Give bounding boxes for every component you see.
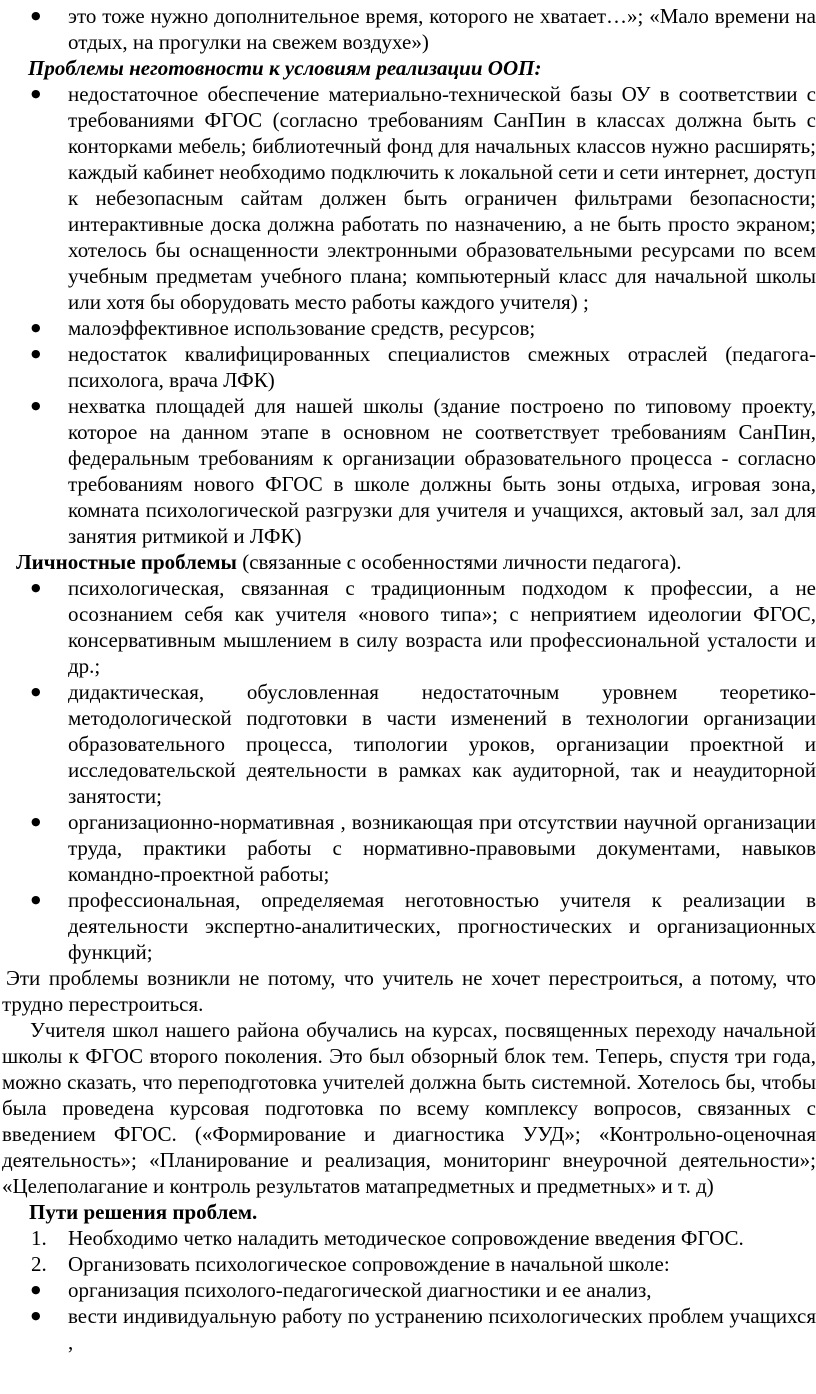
bullet-list-personal [2, 575, 816, 965]
list-item-text: организация психолого-педагогической диагностики и ее анализ, [68, 1278, 652, 1302]
numbered-list [2, 1225, 816, 1277]
heading-personal-title: Личностные проблемы [16, 550, 237, 574]
list-item-text: вести индивидуальную работу по устранению психологических проблем учащихся , [68, 1304, 816, 1354]
list-item-text: психологическая, связанная с традиционным подходом к профессии, а не осознанием себя как учителя «нового типа»; с неприятием идеологии ФГОС, консервативным мышлением в силу возраста или профессиональной усталости и др.; [68, 576, 816, 678]
list-item [2, 809, 816, 887]
bullet-list-bottom [2, 1277, 816, 1355]
bullet-icon: ● [31, 1283, 41, 1296]
heading-solutions: Пути решения проблем. [29, 1200, 258, 1224]
item-number: 2. [31, 1252, 47, 1276]
numbered-item-text: Организовать психологическое сопровождение в начальной школе: [68, 1252, 670, 1276]
heading-unreadiness: Проблемы неготовности к условиям реализации ООП: [28, 56, 542, 80]
heading-personal-note: (связанные с особенностями личности педагога). [236, 550, 682, 574]
list-item-text: организационно-нормативная , возникающая при отсутствии научной организации труда, практики работы с нормативно-правовыми документами, навыков командно-проектной работы; [68, 810, 816, 886]
list-item [2, 679, 816, 809]
bullet-icon: ● [31, 581, 41, 594]
bullet-icon: ● [31, 9, 41, 22]
list-item-text: малоэффективное использование средств, ресурсов; [68, 316, 536, 340]
bullet-list-unreadiness [2, 81, 816, 549]
list-item-text: это тоже нужно дополнительное время, которого не хватает…»; «Мало времени на отдых, на прогулки на свежем воздухе») [68, 4, 816, 54]
bullet-list-top [2, 3, 816, 55]
bullet-icon: ● [31, 321, 41, 334]
list-item [2, 315, 816, 341]
heading-personal [2, 549, 816, 575]
numbered-item-text: Необходимо четко наладить методическое сопровождение введения ФГОС. [68, 1226, 744, 1250]
list-item [2, 393, 816, 549]
list-item [2, 887, 816, 965]
paragraph-training: Учителя школ нашего района обучались на курсах, посвященных переходу начальной школы к ФГОС второго поколения. Это был обзорный блок тем. Теперь, спустя три года, можно сказать, что переподготовка учителей должна быть системной. Хотелось бы, чтобы была проведена курсовая подготовка по всему комплексу вопросов, связанных с введением ФГОС. («Формирование и диагностика УУД»; «Контрольно-оценочная деятельность»; «Планирование и реализация, мониторинг внеурочной деятельности»; «Целеполагание и контроль результатов матапредметных и предметных» и т. д) [2, 1018, 816, 1198]
bullet-icon: ● [31, 893, 41, 906]
paragraph-reasons: Эти проблемы возникли не потому, что учитель не хочет перестроиться, а потому, что трудно перестроиться. [2, 966, 816, 1016]
list-item [2, 575, 816, 679]
list-item-text: недостаток квалифицированных специалистов смежных отраслей (педагога-психолога, врача ЛФК) [68, 342, 816, 392]
bullet-icon: ● [31, 1309, 41, 1322]
list-item [2, 1303, 816, 1355]
list-item [2, 3, 816, 55]
list-item [2, 1277, 816, 1303]
list-item-text: дидактическая, обусловленная недостаточным уровнем теоретико-методологической подготовки в части изменений в технологии организации образовательного процесса, типологии уроков, организации проектной и исследовательской деятельности в рамках как аудиторной, так и неаудиторной занятости; [68, 680, 816, 808]
list-item [2, 341, 816, 393]
bullet-icon: ● [31, 347, 41, 360]
list-item-text: нехватка площадей для нашей школы (здание построено по типовому проекту, которое на данном этапе в основном не соответствует требованиям СанПин, федеральным требованиям к организации образовательного процесса - согласно требованиям нового ФГОС в школе должны быть зоны отдыха, игровая зона, комната психологической разгрузки для учителя и учащихся, актовый зал, зал для занятия ритмикой и ЛФК) [68, 394, 816, 548]
bullet-icon: ● [31, 685, 41, 698]
bullet-icon: ● [31, 399, 41, 412]
list-item-text: профессиональная, определяемая неготовностью учителя к реализации в деятельности экспертно-аналитических, прогностических и организационных функций; [68, 888, 816, 964]
list-item [2, 81, 816, 315]
item-number: 1. [31, 1226, 47, 1250]
bullet-icon: ● [31, 815, 41, 828]
numbered-item [2, 1251, 816, 1277]
numbered-item [2, 1225, 816, 1251]
bullet-icon: ● [31, 87, 41, 100]
list-item-text: недостаточное обеспечение материально-технической базы ОУ в соответствии с требованиями ФГОС (согласно требованиям СанПин в классах должна быть с конторками мебель; библиотечный фонд для начальных классов нужно расширять; каждый кабинет необходимо подключить к локальной сети и сети интернет, доступ к небезопасным сайтам должен быть ограничен фильтрами безопасности; интерактивные доска должна работать по назначению, а не быть просто экраном; хотелось бы оснащенности электронными образовательными ресурсами по всем учебным предметам учебного плана; компьютерный класс для начальной школы или хотя бы оборудовать место работы каждого учителя) ; [68, 82, 816, 314]
